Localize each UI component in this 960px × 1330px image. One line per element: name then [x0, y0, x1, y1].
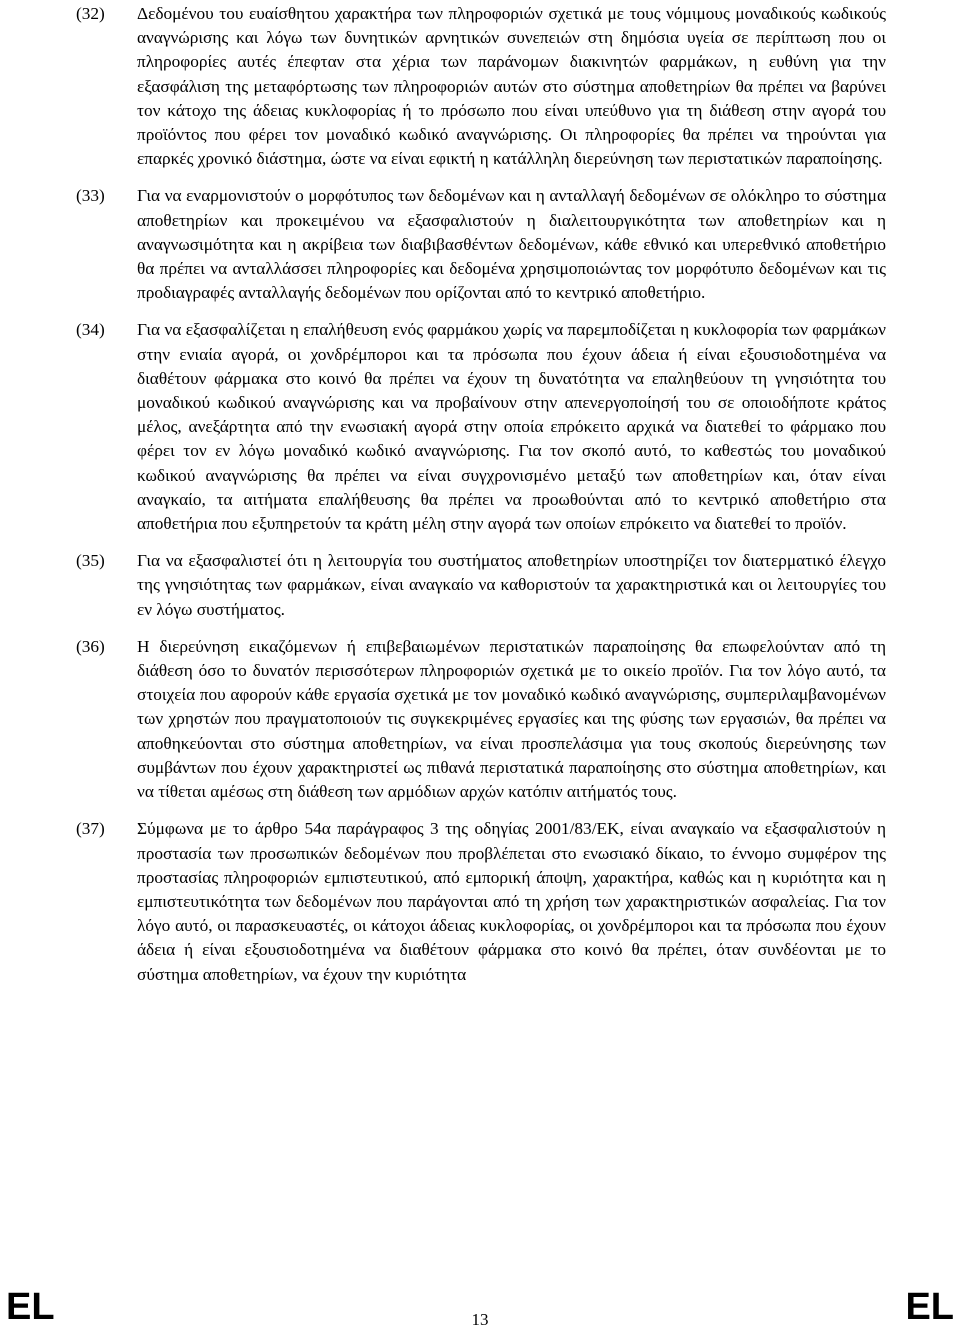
recital-text: Για να εξασφαλίζεται η επαλήθευση ενός φαρμάκου χωρίς να παρεμποδίζεται η κυκλοφορία των φαρμάκων στην ενιαία αγορά, οι χονδρέμποροι και τα πρόσωπα που έχουν άδεια ή είναι εξουσιοδοτημένα να διαθέτουν φάρμακα στο κοινό θα πρέπει να έχουν τη δυνατότητα να επαληθεύουν τη γνησιότητα του μοναδικού κωδικού αναγνώρισης και να προβαίνουν στην απενεργοποίησή του σε οποιοδήποτε κράτος μέλος, ανεξάρτητα από την ενωσιακή αγορά στην οποία επρόκειτο αρχικά να διατεθεί το φάρμακο που φέρει τον εν λόγω μοναδικό κωδικό αναγνώρισης. Για τον σκοπό αυτό, το καθεστώς του μοναδικού κωδικού αναγνώρισης θα πρέπει να είναι συγχρονισμένο μεταξύ των αποθετηρίων και, όταν είναι αναγκαίο, τα αιτήματα επαλήθευσης θα πρέπει να προωθούνται από το κεντρικό αποθετήριο στα αποθετήρια που εξυπηρετούν τα κράτη μέλη στην αγορά των οποίων επρόκειτο να διατεθεί το προϊόν.	[137, 320, 886, 534]
recital-32	[76, 2, 886, 171]
recital-text: Για να εναρμονιστούν ο μορφότυπος των δεδομένων και η ανταλλαγή δεδομένων σε ολόκληρο το σύστημα αποθετηρίων και προκειμένου να εξασφαλιστούν η διαλειτουργικότητα των αποθετηρίων και η αναγνωσιμότητα και η ακρίβεια των διαβιβασθέντων δεδομένων, κάθε εθνικό και υπερεθνικό αποθετήριο θα πρέπει να ανταλλάσσει πληροφορίες και δεδομένα χρησιμοποιώντας τον μορφότυπο δεδομένων και τις προδιαγραφές ανταλλαγής δεδομένων που ορίζονται από το κεντρικό αποθετήριο.	[137, 186, 886, 303]
recital-text: Η διερεύνηση εικαζόμενων ή επιβεβαιωμένων περιστατικών παραποίησης θα επωφελούνταν από τη διάθεση όσο το δυνατόν περισσότερων πληροφοριών σχετικά με το οικείο προϊόν. Για τον λόγο αυτό, τα στοιχεία που αφορούν κάθε εργασία σχετικά με τον μοναδικό κωδικό αναγνώρισης, συμπεριλαμβανομένων των χρηστών που πραγματοποιούν τις συγκεκριμένες εργασίες και της φύσης των εργασιών, θα πρέπει να αποθηκεύονται στο σύστημα αποθετηρίων, να είναι προσπελάσιμα για τους σκοπούς διερεύνησης των συμβάντων που έχουν χαρακτηριστεί ως πιθανά περιστατικά παραποίησης στο σύστημα αποθετηρίων, και να τίθεται αμέσως στη διάθεση των αρμόδιων αρχών κατόπιν αιτήματός τους.	[137, 636, 886, 802]
recital-34	[76, 318, 886, 536]
recital-number: (34)	[76, 320, 105, 340]
recital-text: Σύμφωνα με το άρθρο 54α παράγραφος 3 της οδηγίας 2001/83/ΕΚ, είναι αναγκαίο να εξασφαλιστούν η προστασία των προσωπικών δεδομένων που προβλέπεται στο ενωσιακό δίκαιο, το έννομο συμφέρον της προστασίας πληροφοριών εμπιστευτικού, από εμπορική άποψη, χαρακτήρα, καθώς και η κυριότητα και η εμπιστευτικότητα των δεδομένων που παράγονται από τη χρήση των χαρακτηριστικών ασφαλείας. Για τον λόγο αυτό, οι παρασκευαστές, οι κάτοχοι άδειας κυκλοφορίας, οι χονδρέμποροι και τα πρόσωπα που έχουν άδεια ή είναι εξουσιοδοτημένα να διαθέτουν φάρμακα στο κοινό θα πρέπει, όταν συνδέονται με το σύστημα αποθετηρίων, να έχουν την κυριότητα	[137, 819, 886, 984]
recital-37	[76, 817, 886, 986]
recital-35	[76, 549, 886, 622]
recitals-list	[76, 2, 886, 1000]
recital-number: (32)	[76, 4, 105, 23]
recital-number: (37)	[76, 819, 105, 839]
page-number: 13	[471, 1310, 489, 1329]
recital-36	[76, 635, 886, 804]
recital-number: (36)	[76, 636, 105, 656]
footer-language-left: EL	[6, 1286, 55, 1328]
recital-33	[76, 184, 886, 305]
recital-number: (33)	[76, 186, 105, 206]
recital-text: Για να εξασφαλιστεί ότι η λειτουργία του συστήματος αποθετηρίων υποστηρίζει τον διατερματικό έλεγχο της γνησιότητας των φαρμάκων, είναι αναγκαίο να καθοριστούν τα χαρακτηριστικά και οι λειτουργίες του εν λόγω συστήματος.	[137, 551, 886, 619]
recital-text: Δεδομένου του ευαίσθητου χαρακτήρα των πληροφοριών σχετικά με τους νόμιμους μοναδικούς κωδικούς αναγνώρισης και λόγω των δυνητικών αρνητικών συνεπειών στη δημόσια υγεία σε περίπτωση που οι πληροφορίες αυτές έπεφταν στα χέρια των παράνομων διακινητών φαρμάκων, η ευθύνη για την εξασφάλιση της μεταφόρτωσης των πληροφοριών αυτών στο σύστημα αποθετηρίων θα πρέπει να βαρύνει τον κάτοχο της άδειας κυκλοφορίας ή το πρόσωπο που είναι υπεύθυνο για τη διάθεση στην αγορά του προϊόντος που φέρει τον μοναδικό κωδικό αναγνώρισης. Οι πληροφορίες θα πρέπει να τηρούνται για επαρκές χρονικό διάστημα, ώστε να είναι εφικτή η κατάλληλη διερεύνηση των περιστατικών παραποίησης.	[137, 4, 886, 169]
recital-number: (35)	[76, 551, 105, 571]
footer-language-right: EL	[905, 1286, 954, 1328]
